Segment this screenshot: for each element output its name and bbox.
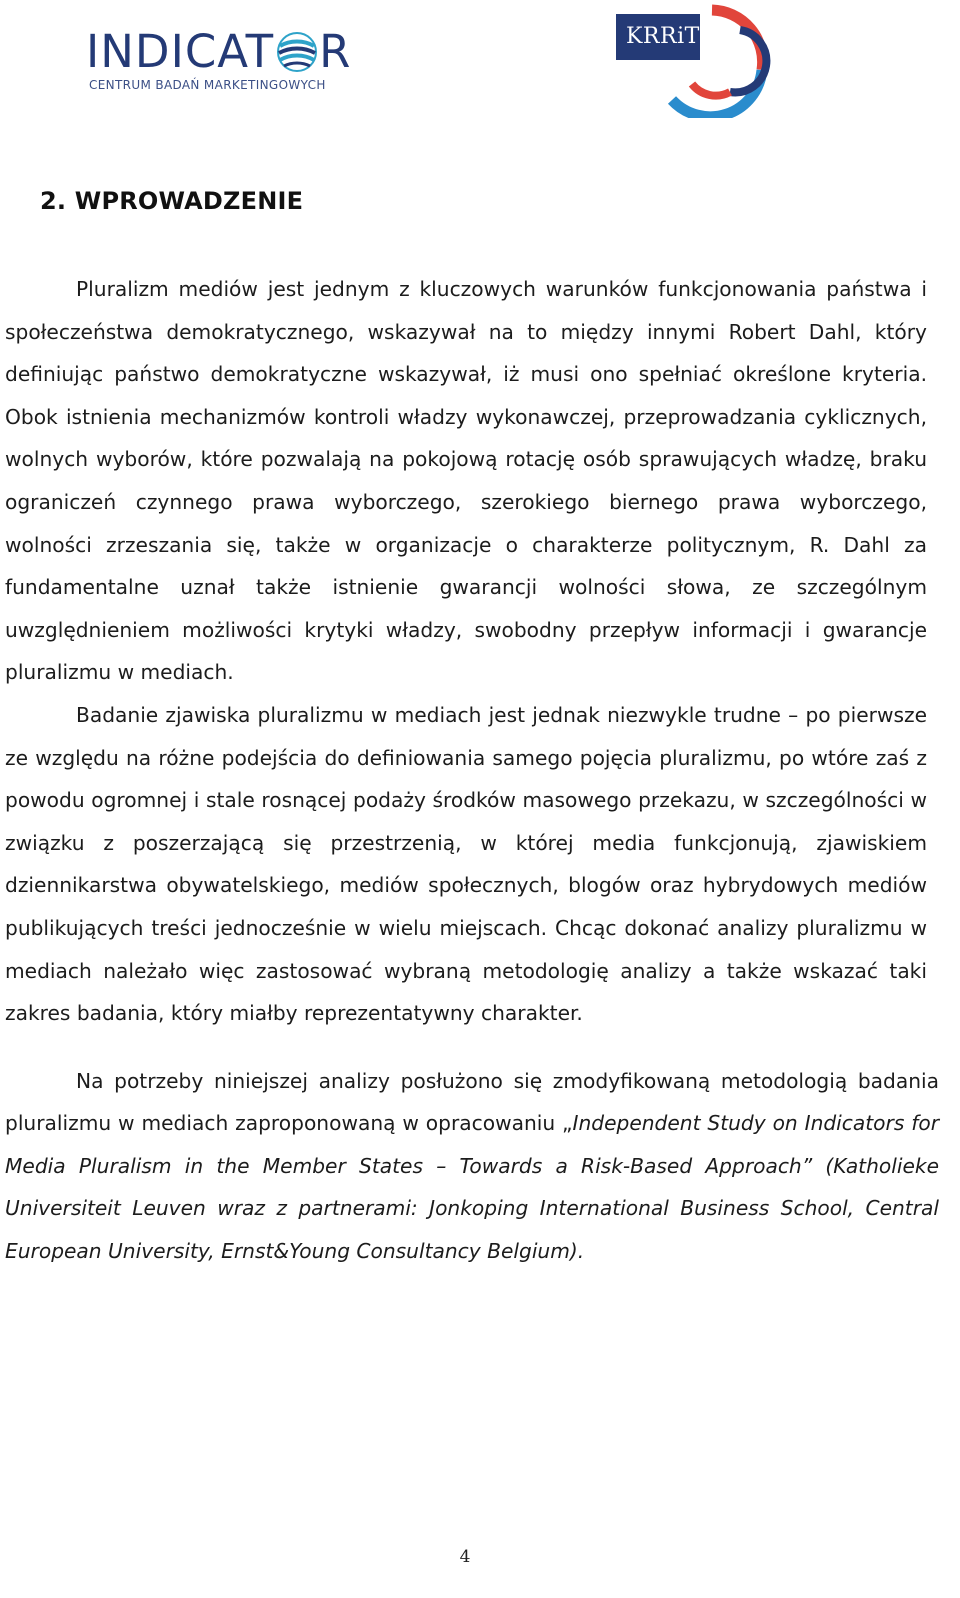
indicator-tagline: CENTRUM BADAŃ MARKETINGOWYCH [89, 78, 326, 92]
page-number: 4 [459, 1547, 471, 1567]
indicator-wordmark-left: INDICAT [86, 25, 275, 78]
paragraph-3-italic-citation: Independent Study on Indicators for Media Pluralism in the Member States – Towards a Risk-Based Approach” (Katholieke Universiteit Leuven wraz z partnerami: Jonkoping International Business School, Central European University, Ernst&Young Consultancy Belgium). [5, 1111, 939, 1264]
globe-icon [276, 31, 318, 73]
indicator-wordmark [86, 26, 351, 78]
document-body [5, 268, 939, 1273]
krrit-emblem [612, 0, 780, 118]
paragraph-3 [5, 1060, 939, 1273]
indicator-logo [86, 26, 371, 98]
section-heading: 2. WPROWADZENIE [40, 187, 304, 215]
indicator-wordmark-right: R [319, 25, 352, 78]
krrit-logo [612, 0, 780, 118]
krrit-mark: KRRiT [626, 24, 700, 49]
paragraph-1: Pluralizm mediów jest jednym z kluczowych warunków funkcjonowania państwa i społeczeństwa demokratycznego, wskazywał na to między innymi Robert Dahl, który definiując państwo demokratyczne wskazywał, iż musi ono spełniać określone kryteria. Obok istnienia mechanizmów kontroli władzy wykonawczej, przeprowadzania cyklicznych, wolnych wyborów, które pozwalają na pokojową rotację osób sprawujących władzę, braku ograniczeń czynnego prawa wyborczego, szerokiego biernego prawa wyborczego, wolności zrzeszania się, także w organizacje o charakterze politycznym, R. Dahl za fundamentalne uznał także istnienie gwarancji wolności słowa, ze szczególnym uwzględnieniem możliwości krytyki władzy, swobodny przepływ informacji i gwarancje pluralizmu w mediach. [5, 277, 927, 685]
paragraph-2: Badanie zjawiska pluralizmu w mediach jest jednak niezwykle trudne – po pierwsze ze względu na różne podejścia do definiowania samego pojęcia pluralizmu, po wtóre zaś z powodu ogromnej i stale rosnącej podaży środków masowego przekazu, w szczególności w związku z poszerzającą się przestrzenią, w której media funkcjonują, zjawiskiem dziennikarstwa obywatelskiego, mediów społecznych, blogów oraz hybrydowych mediów publikujących treści jednocześnie w wielu miejscach. Chcąc dokonać analizy pluralizmu w mediach należało więc zastosować wybraną metodologię analizy a także wskazać taki zakres badania, który miałby reprezentatywny charakter. [5, 702, 927, 1026]
paragraph-3-text: Na potrzeby niniejszej analizy posłużono się zmodyfikowaną metodologią badania pluralizmu w mediach zaproponowaną w opracowaniu „ [5, 1068, 939, 1136]
